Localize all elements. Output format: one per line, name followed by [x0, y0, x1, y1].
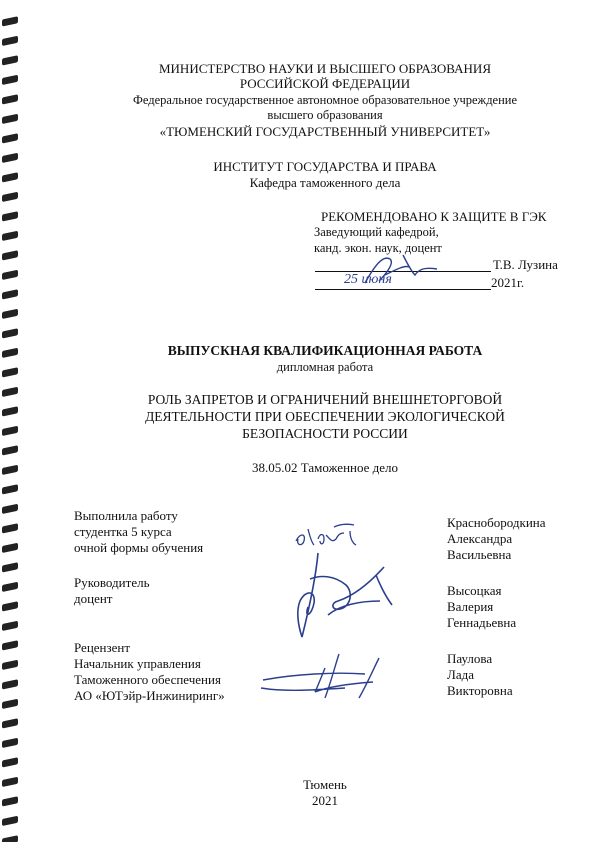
author-role-line-3: очной формы обучения	[74, 540, 204, 555]
approval-title: РЕКОМЕНДОВАНО К ЗАЩИТЕ В ГЭК	[321, 209, 547, 224]
reviewer-name-line-3: Викторовна	[447, 683, 513, 698]
ministry-line-1: МИНИСТЕРСТВО НАУКИ И ВЫСШЕГО ОБРАЗОВАНИЯ	[158, 61, 491, 76]
binding-ring	[2, 231, 18, 241]
work-title-line-3: БЕЗОПАСНОСТИ РОССИИ	[242, 426, 408, 441]
binding-ring	[2, 601, 18, 611]
reviewer-signature	[255, 648, 415, 703]
binding-ring	[2, 640, 18, 650]
binding-ring	[2, 738, 18, 748]
work-subtype: дипломная работа	[276, 360, 374, 374]
binding-ring	[2, 543, 18, 553]
supervisor-role-line-1: Руководитель	[74, 575, 150, 590]
reviewer-role-line-4: АО «ЮТэйр-Инжиниринг»	[74, 688, 225, 703]
binding-ring	[2, 211, 18, 221]
supervisor-name-line-3: Геннадьевна	[447, 615, 517, 630]
work-title-line-1: РОЛЬ ЗАПРЕТОВ И ОГРАНИЧЕНИЙ ВНЕШНЕТОРГОВОЙ	[147, 392, 503, 407]
head-signature	[345, 245, 465, 295]
author-name-line-3: Васильевна	[447, 547, 512, 562]
author-role-line-1: Выполнила работу	[74, 508, 178, 523]
binding-ring	[2, 484, 18, 494]
approval-position-line-2: канд. экон. наук, доцент	[314, 241, 442, 255]
supervisor-role-line-2: доцент	[74, 591, 113, 606]
author-name-line-1: Краснобородкина	[447, 515, 546, 530]
binding-ring	[2, 621, 18, 631]
institute-name: ИНСТИТУТ ГОСУДАРСТВА И ПРАВА	[213, 159, 437, 174]
binding-ring	[2, 250, 18, 260]
reviewer-role-line-2: Начальник управления	[74, 656, 201, 671]
binding-ring	[2, 328, 18, 338]
reviewer-name-line-2: Лада	[447, 667, 474, 682]
binding-ring	[2, 699, 18, 709]
binding-ring	[2, 289, 18, 299]
approval-head-name: Т.В. Лузина	[493, 257, 558, 272]
work-type: ВЫПУСКНАЯ КВАЛИФИКАЦИОННАЯ РАБОТА	[167, 343, 483, 358]
binding-ring	[2, 504, 18, 514]
reviewer-role-line-3: Таможенного обеспечения	[74, 672, 221, 687]
institution-type-line-1: Федеральное государственное автономное образовательное учреждение	[132, 93, 518, 107]
reviewer-name-line-1: Паулова	[447, 651, 493, 666]
binding-ring	[2, 679, 18, 689]
binding-ring	[2, 660, 18, 670]
binding-ring	[2, 582, 18, 592]
supervisor-signature	[280, 545, 395, 645]
supervisor-name-line-1: Высоцкая	[447, 583, 502, 598]
binding-ring	[2, 192, 18, 202]
binding-ring	[2, 816, 18, 826]
binding-ring	[2, 757, 18, 767]
department-name: Кафедра таможенного дела	[249, 175, 401, 190]
binding-ring	[2, 445, 18, 455]
binding-ring	[2, 523, 18, 533]
approval-year: 2021г.	[491, 275, 525, 290]
binding-ring	[2, 835, 18, 842]
approval-date-handwritten: 25 июня	[344, 272, 392, 287]
institution-type-line-2: высшего образования	[267, 108, 383, 122]
binding-ring	[2, 270, 18, 280]
footer-year: 2021	[312, 793, 338, 808]
binding-ring	[2, 16, 18, 26]
author-name-line-2: Александра	[447, 531, 513, 546]
binding-ring	[2, 36, 18, 46]
binding-ring	[2, 309, 18, 319]
specialty: 38.05.02 Таможенное дело	[251, 460, 399, 475]
work-title-line-2: ДЕЯТЕЛЬНОСТИ ПРИ ОБЕСПЕЧЕНИИ ЭКОЛОГИЧЕСКОЙ	[145, 409, 505, 424]
footer-city: Тюмень	[303, 777, 347, 792]
university-name: «ТЮМЕНСКИЙ ГОСУДАРСТВЕННЫЙ УНИВЕРСИТЕТ»	[159, 124, 491, 139]
supervisor-name-line-2: Валерия	[447, 599, 494, 614]
binding-ring	[2, 562, 18, 572]
author-role-line-2: студентка 5 курса	[74, 524, 172, 539]
ministry-line-2: РОССИЙСКОЙ ФЕДЕРАЦИИ	[239, 76, 411, 91]
approval-position-line-1: Заведующий кафедрой,	[314, 225, 439, 239]
reviewer-role-line-1: Рецензент	[74, 640, 131, 655]
binding-ring	[2, 718, 18, 728]
